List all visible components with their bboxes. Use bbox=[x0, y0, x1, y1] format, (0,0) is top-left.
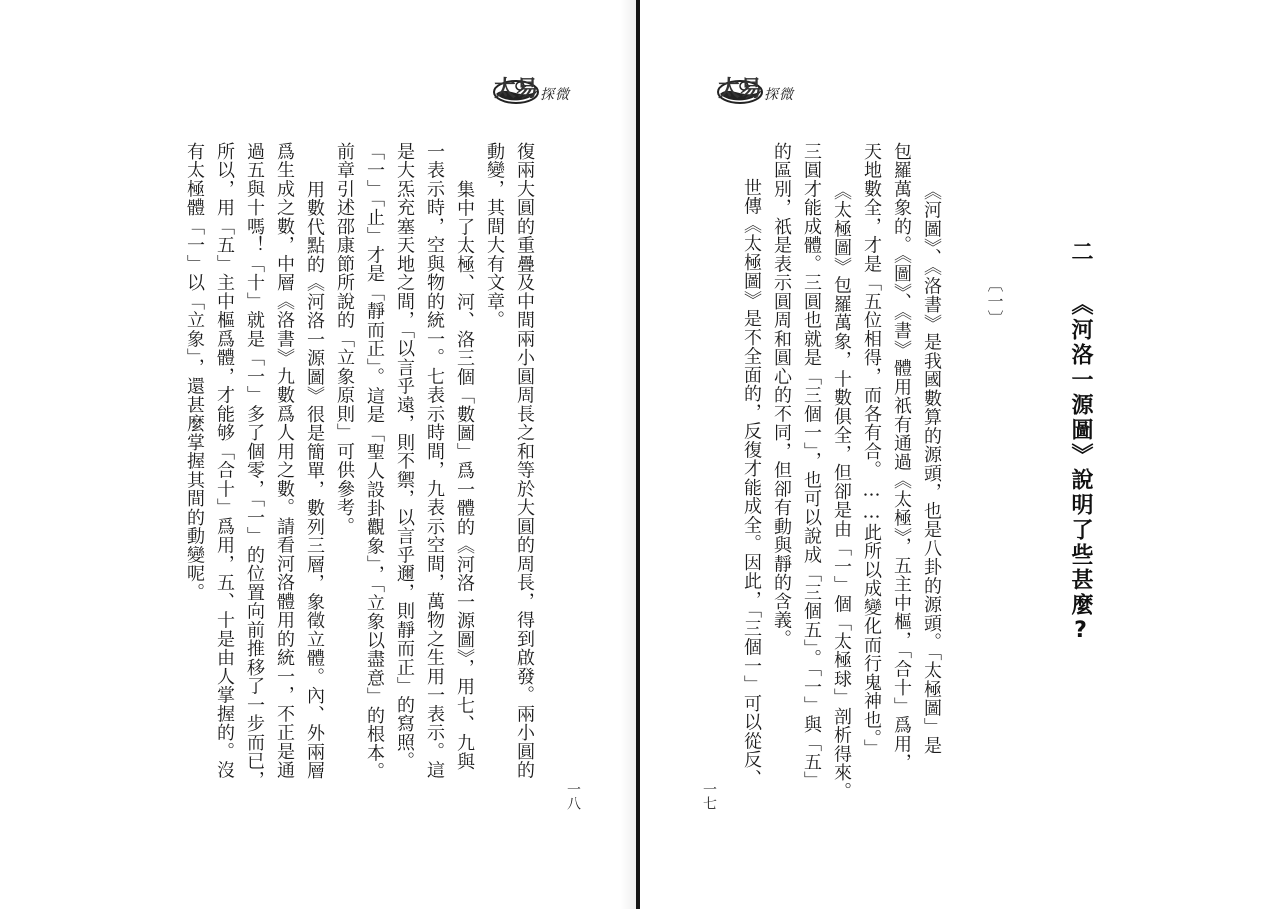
text-column: 《太極圖》包羅萬象，十數俱全，但卻是由「一」個「太極球」剖析得來。 bbox=[831, 182, 852, 801]
text-column: 過五與十嗎！「十」就是「一」多了個零，「一」的位置向前推移了一步而已， bbox=[244, 142, 265, 790]
text-column: 集中了太極、河、洛三個「數圖」爲一體的《河洛一源圖》，用七、九與 bbox=[454, 180, 475, 771]
logo-subtitle: 探微 bbox=[764, 87, 794, 103]
logo-title: 太易 bbox=[718, 76, 763, 102]
chapter-title: 二 《河洛一源圖》說明了些甚麼? bbox=[1068, 240, 1093, 646]
text-column: 天地數全，才是「五位相得，而各有合。……此所以成變化而行鬼神也。」 bbox=[861, 142, 882, 758]
text-column: 有太極體「一」以「立象」，還甚麼掌握其間的動變呢。 bbox=[184, 142, 205, 602]
book-logo bbox=[716, 72, 802, 110]
text-column: 一表示時，空與物的統一。七表示時間，九表示空間，萬物之生用一表示。這 bbox=[424, 142, 445, 780]
page-number: 一八 bbox=[565, 782, 581, 810]
left-page bbox=[0, 0, 638, 909]
logo-subtitle: 探微 bbox=[540, 87, 570, 103]
book-logo bbox=[492, 72, 578, 110]
text-column: 包羅萬象的。《圖》、《書》體用祇有通過《太極》，五主中樞，「合十」爲用， bbox=[891, 142, 912, 772]
right-page bbox=[640, 0, 1277, 909]
text-column: 世傳《太極圖》是不全面的，反復才能成全。因此，「三個一」可以從反、 bbox=[741, 178, 762, 788]
text-column: 用數代點的《河洛一源圖》很是簡單，數列三層，象徵立體。內、外兩層 bbox=[304, 180, 325, 780]
logo-title: 太易 bbox=[494, 76, 539, 102]
text-column: 的區別，祇是表示圓周和圓心的不同，但卻有動與靜的含義。 bbox=[771, 142, 792, 649]
text-column: 所以，用「五」主中樞爲體，才能够「合十」爲用，五、十是由人掌握的。沒 bbox=[214, 142, 235, 780]
text-column: 「一」「止」才是「靜而正」。這是「聖人設卦觀象」，「立象以盡意」的根本。 bbox=[364, 142, 385, 781]
text-column: 是大炁充塞天地之間，「以言乎遠，則不禦，以言乎邇，則靜而正」的寫照。 bbox=[394, 142, 415, 771]
page-number: 一七 bbox=[701, 782, 717, 810]
text-column: 復兩大圓的重疊及中間兩小圓周長之和等於大圓的周長，得到啟發。兩小圓的 bbox=[514, 142, 535, 780]
text-column: 爲生成之數，中層《洛書》九數爲人用之數。請看河洛體用的統一，不正是通 bbox=[274, 142, 295, 780]
text-column: 動變，其間大有文章。 bbox=[484, 142, 505, 330]
text-column: 《河圖》、《洛書》是我國數算的源頭，也是八卦的源頭。「太極圖」是 bbox=[921, 182, 942, 755]
section-number: 〔一〕 bbox=[985, 276, 1004, 327]
text-column: 三圓才能成體。三圓也就是「三個一」，也可以說成「三個五」。「一」與「五」 bbox=[801, 142, 822, 790]
text-column: 前章引述邵康節所說的「立象原則」可供參考。 bbox=[334, 142, 355, 536]
spine-shadow bbox=[620, 0, 636, 909]
